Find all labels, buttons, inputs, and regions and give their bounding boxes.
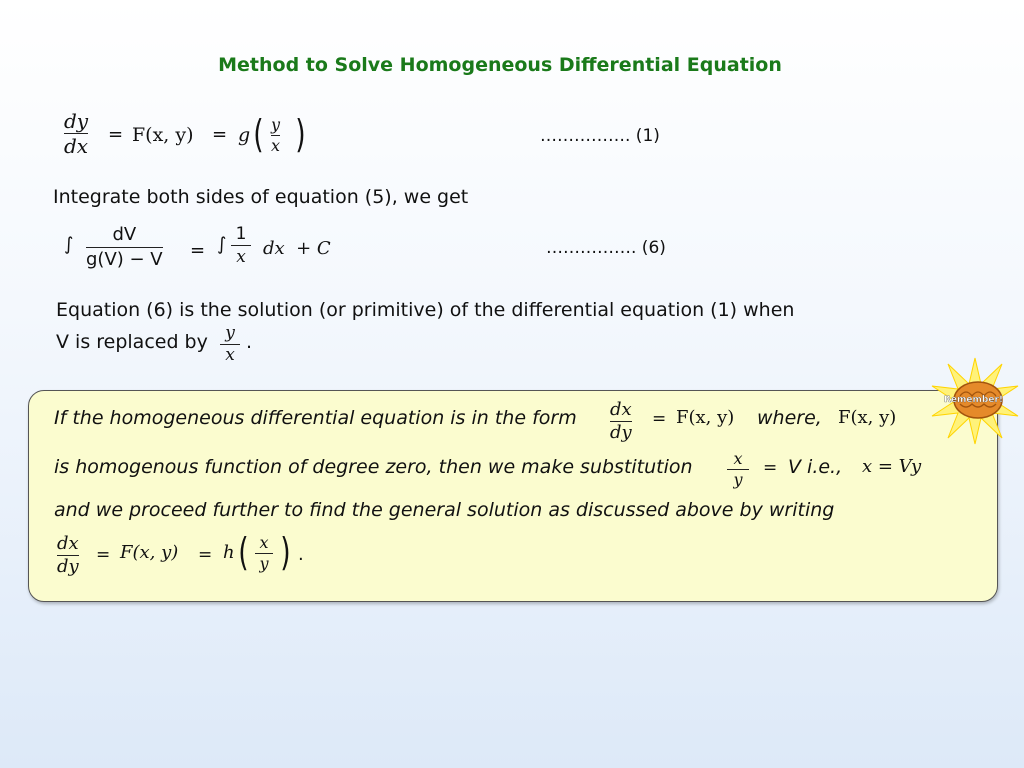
line2-rest: V i.e., (788, 456, 843, 478)
line1-den: dy (610, 422, 632, 443)
eq1-func: g (238, 124, 251, 146)
eq1-arg-num: y (271, 115, 281, 134)
fraction-bar (231, 245, 251, 246)
paren-right: ) (295, 112, 306, 156)
eq6-lhs-den: g(V) − V (86, 249, 163, 270)
line1-where: where, (757, 407, 822, 429)
paren-left: ( (253, 112, 264, 156)
eq6-rhs-num: 1 (235, 224, 247, 244)
eq1-arg-den: x (271, 136, 281, 155)
remember-line1: If the homogeneous differential equation is in the form (54, 407, 577, 429)
eq6-rhs-fraction (231, 224, 251, 267)
solution-text-2: V is replaced by (56, 331, 208, 353)
box-eq-den: dy (57, 556, 79, 577)
integral-sign: ∫ (64, 234, 74, 255)
period: . (246, 331, 253, 353)
box-eq-equals-2: = (198, 545, 213, 565)
line2-fraction (727, 450, 749, 489)
eq1-equals-2: = (212, 124, 228, 145)
line1-equals: = (652, 409, 667, 429)
eq1-mid: F(x, y) (132, 124, 194, 146)
eq1-number: ……………. (1) (540, 126, 660, 146)
box-eq-period: . (298, 544, 304, 565)
paren-right: ) (280, 530, 291, 574)
eq1-lhs-den: dx (64, 134, 89, 158)
box-eq-arg-fraction (255, 534, 273, 573)
line1-num: dx (610, 399, 632, 420)
integrate-text: Integrate both sides of equation (5), we get (53, 186, 469, 208)
box-eq-mid: F(x, y) (120, 542, 179, 563)
remember-badge-label: Remember! (944, 395, 1003, 405)
remember-line2: is homogenous function of degree zero, then we make substitution (54, 456, 693, 478)
box-eq-fraction (57, 534, 79, 577)
sub-num: y (225, 323, 235, 343)
eq1-lhs-fraction (64, 110, 88, 157)
line2-x: x = Vy (862, 456, 922, 477)
paren-left: ( (238, 530, 249, 574)
eq6-equals: = (190, 240, 206, 261)
line1-f: F(x, y) (676, 407, 735, 428)
line1-f2: F(x, y) (838, 407, 897, 428)
remember-line3: and we proceed further to find the general solution as discussed above by writing (54, 499, 835, 521)
box-eq-equals: = (96, 545, 111, 565)
page-title: Method to Solve Homogeneous Differential Equation (218, 54, 782, 76)
box-eq-num: dx (57, 533, 79, 554)
remember-badge (930, 356, 1020, 446)
eq1-lhs-num: dy (64, 109, 89, 133)
box-eq-func: h (223, 542, 235, 563)
eq6-lhs-fraction (86, 224, 163, 271)
fraction-bar (86, 247, 163, 248)
line1-fraction (610, 400, 632, 443)
eq6-rhs-den: x (236, 247, 246, 267)
box-eq-arg-den: y (259, 554, 269, 573)
sub-fraction (220, 324, 240, 365)
line2-num: x (733, 449, 743, 468)
sub-den: x (225, 345, 235, 365)
eq1-equals: = (108, 124, 124, 145)
box-eq-arg-num: x (259, 533, 269, 552)
integral-sign-2: ∫ (217, 234, 227, 255)
eq6-lhs-num: dV (112, 224, 137, 245)
solution-text-1: Equation (6) is the solution (or primitive) of the differential equation (1) when (56, 299, 795, 321)
eq1-arg-fraction (271, 116, 280, 155)
line2-equals: = (763, 458, 778, 478)
eq6-rhs-rest: dx + C (263, 238, 331, 259)
line2-den: y (733, 470, 743, 489)
eq6-number: ……………. (6) (546, 238, 666, 258)
